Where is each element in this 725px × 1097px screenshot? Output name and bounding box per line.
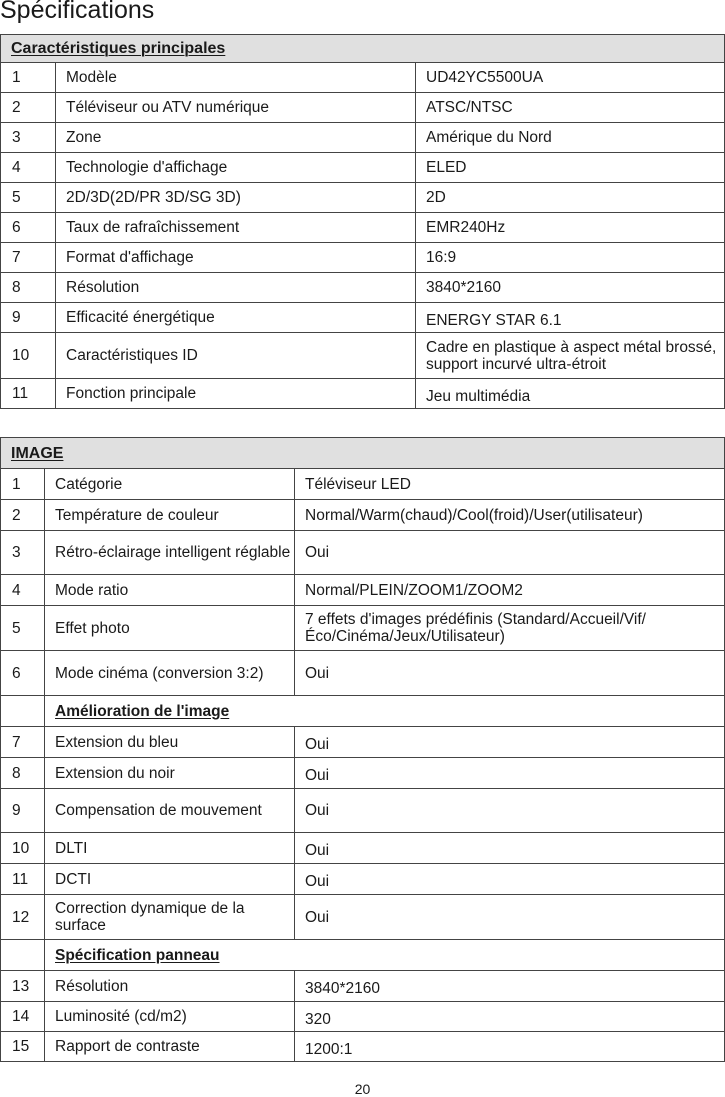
row-number: 6 — [1, 651, 45, 696]
row-value: Oui — [295, 651, 725, 696]
row-value: Normal/Warm(chaud)/Cool(froid)/User(utilisateur) — [295, 500, 725, 531]
row-number: 15 — [1, 1032, 45, 1062]
row-label: Mode cinéma (conversion 3:2) — [45, 651, 295, 696]
table-row — [1, 469, 725, 500]
row-value: Oui — [295, 789, 725, 833]
row-value: Oui — [295, 895, 725, 940]
row-number: 8 — [1, 273, 56, 303]
enhancement-subheader: Amélioration de l'image — [45, 696, 725, 727]
row-number: 8 — [1, 758, 45, 789]
row-label: Caractéristiques ID — [56, 333, 416, 379]
row-number: 13 — [1, 971, 45, 1002]
row-number: 10 — [1, 833, 45, 864]
row-label: Zone — [56, 123, 416, 153]
table-row — [1, 213, 725, 243]
row-number: 4 — [1, 153, 56, 183]
row-value: 320 — [295, 1002, 725, 1032]
row-label: Rapport de contraste — [45, 1032, 295, 1062]
table-row — [1, 273, 725, 303]
row-value: 2D — [416, 183, 725, 213]
row-label: Compensation de mouvement — [45, 789, 295, 833]
row-label: Technologie d'affichage — [56, 153, 416, 183]
row-value: 1200:1 — [295, 1032, 725, 1062]
row-number: 9 — [1, 789, 45, 833]
row-value: Oui — [295, 833, 725, 864]
image-specs-header: IMAGE — [1, 438, 725, 469]
table-row — [1, 833, 725, 864]
row-value: Cadre en plastique à aspect métal brossé, support incurvé ultra-étroit — [416, 333, 725, 379]
row-number: 11 — [1, 864, 45, 895]
subsection-row — [1, 940, 725, 971]
main-specs-table — [0, 34, 725, 409]
row-label: Effet photo — [45, 606, 295, 651]
row-label: Mode ratio — [45, 575, 295, 606]
table-header-row — [1, 438, 725, 469]
row-number: 7 — [1, 727, 45, 758]
row-value: Oui — [295, 864, 725, 895]
row-number: 3 — [1, 531, 45, 575]
table-row — [1, 93, 725, 123]
page-title: Spécifications — [0, 0, 155, 24]
row-label: Efficacité énergétique — [56, 303, 416, 333]
table-row — [1, 500, 725, 531]
row-number: 10 — [1, 333, 56, 379]
row-label: Extension du bleu — [45, 727, 295, 758]
row-value: Oui — [295, 531, 725, 575]
table-row — [1, 651, 725, 696]
table-row — [1, 153, 725, 183]
row-number: 5 — [1, 606, 45, 651]
table-row — [1, 864, 725, 895]
row-number: 5 — [1, 183, 56, 213]
table-row — [1, 895, 725, 940]
table-row — [1, 183, 725, 213]
subsection-row — [1, 696, 725, 727]
table-row — [1, 789, 725, 833]
table-row — [1, 1002, 725, 1032]
row-value: 7 effets d'images prédéfinis (Standard/Accueil/Vif/Éco/Cinéma/Jeux/Utilisateur) — [295, 606, 725, 651]
table-header-row — [1, 35, 725, 63]
row-label: Catégorie — [45, 469, 295, 500]
row-label: Téléviseur ou ATV numérique — [56, 93, 416, 123]
row-number: 7 — [1, 243, 56, 273]
row-label: Résolution — [45, 971, 295, 1002]
table-row — [1, 63, 725, 93]
row-value: Jeu multimédia — [416, 379, 725, 409]
row-label: Correction dynamique de la surface — [45, 895, 295, 940]
row-value: Oui — [295, 727, 725, 758]
row-value: Amérique du Nord — [416, 123, 725, 153]
row-value: Normal/PLEIN/ZOOM1/ZOOM2 — [295, 575, 725, 606]
table-row — [1, 123, 725, 153]
row-label: Résolution — [56, 273, 416, 303]
row-value: 3840*2160 — [416, 273, 725, 303]
row-label: Taux de rafraîchissement — [56, 213, 416, 243]
row-value: Téléviseur LED — [295, 469, 725, 500]
row-value: EMR240Hz — [416, 213, 725, 243]
row-number: 6 — [1, 213, 56, 243]
row-value: UD42YC5500UA — [416, 63, 725, 93]
table-row — [1, 243, 725, 273]
row-label: Format d'affichage — [56, 243, 416, 273]
row-value: Oui — [295, 758, 725, 789]
row-number: 2 — [1, 93, 56, 123]
row-number: 2 — [1, 500, 45, 531]
row-number: 1 — [1, 63, 56, 93]
row-value: 16:9 — [416, 243, 725, 273]
table-row — [1, 379, 725, 409]
row-label: Fonction principale — [56, 379, 416, 409]
table-row — [1, 303, 725, 333]
row-number: 3 — [1, 123, 56, 153]
table-row — [1, 1032, 725, 1062]
page-number: 20 — [354, 1081, 371, 1097]
row-number: 11 — [1, 379, 56, 409]
table-row — [1, 758, 725, 789]
row-value: ATSC/NTSC — [416, 93, 725, 123]
table-row — [1, 606, 725, 651]
table-row — [1, 333, 725, 379]
table-row — [1, 971, 725, 1002]
table-row — [1, 531, 725, 575]
row-label: DLTI — [45, 833, 295, 864]
table-row — [1, 575, 725, 606]
row-label: 2D/3D(2D/PR 3D/SG 3D) — [56, 183, 416, 213]
row-number: 14 — [1, 1002, 45, 1032]
row-label: Température de couleur — [45, 500, 295, 531]
image-specs-table — [0, 437, 725, 1062]
row-label: Luminosité (cd/m2) — [45, 1002, 295, 1032]
row-number: 12 — [1, 895, 45, 940]
row-number: 4 — [1, 575, 45, 606]
row-value: ELED — [416, 153, 725, 183]
main-specs-header: Caractéristiques principales — [1, 35, 725, 63]
row-label: Modèle — [56, 63, 416, 93]
panel-subheader: Spécification panneau — [45, 940, 725, 971]
row-number: 1 — [1, 469, 45, 500]
row-label: Rétro-éclairage intelligent réglable — [45, 531, 295, 575]
row-label: DCTI — [45, 864, 295, 895]
table-row — [1, 727, 725, 758]
row-value: ENERGY STAR 6.1 — [416, 303, 725, 333]
row-label: Extension du noir — [45, 758, 295, 789]
row-value: 3840*2160 — [295, 971, 725, 1002]
row-number: 9 — [1, 303, 56, 333]
